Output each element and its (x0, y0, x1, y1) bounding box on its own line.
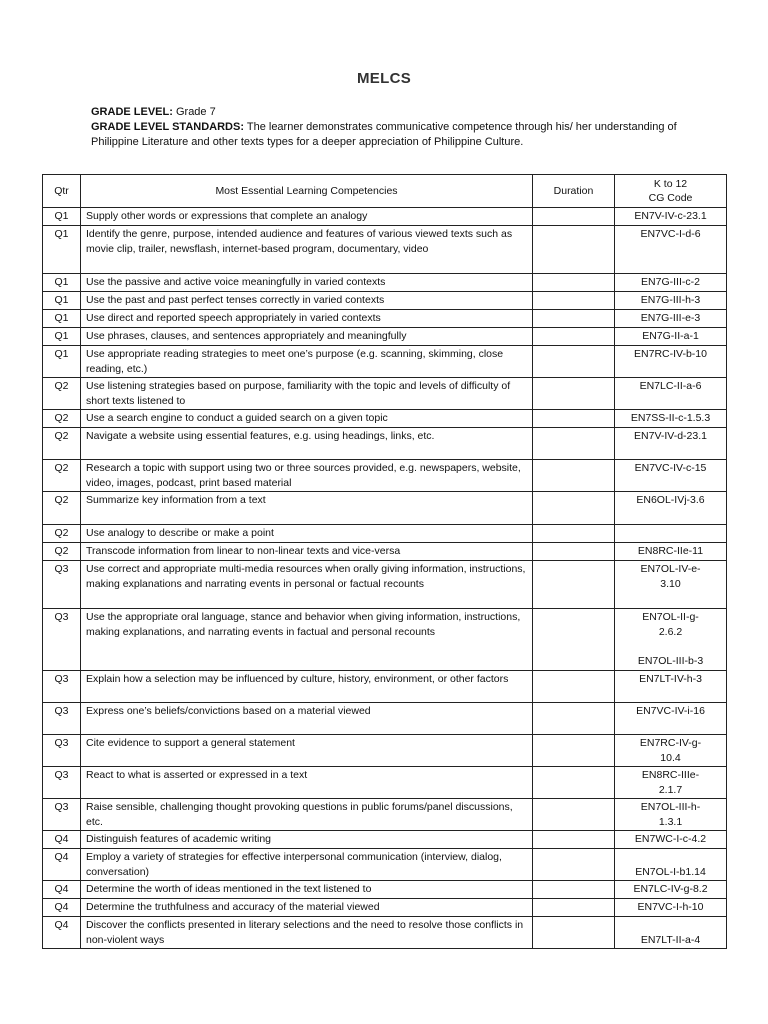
competency-cell: Use the appropriate oral language, stance and behavior when giving information, instructions, making explanations, and narrating events in factual and personal recounts (81, 609, 533, 671)
quarter-cell: Q3 (43, 767, 81, 799)
table-row (43, 460, 727, 492)
table-row (43, 881, 727, 899)
duration-cell (533, 460, 615, 492)
quarter-cell: Q3 (43, 609, 81, 671)
competency-cell: Use the passive and active voice meaningfully in varied contexts (81, 274, 533, 292)
cg-code-text: 1.3.1 (658, 815, 683, 828)
duration-cell (533, 543, 615, 561)
standards-line (91, 120, 681, 150)
competency-cell: Determine the truthfulness and accuracy of the material viewed (81, 899, 533, 917)
cg-code-text (620, 639, 721, 654)
table-row (43, 378, 727, 410)
cg-code-cell (615, 292, 727, 310)
table-header-row (43, 175, 727, 208)
table-row (43, 492, 727, 525)
cg-code-cell (615, 460, 727, 492)
quarter-cell: Q2 (43, 543, 81, 561)
table-row (43, 917, 727, 949)
duration-cell (533, 609, 615, 671)
duration-cell (533, 226, 615, 274)
header-duration: Duration (533, 175, 615, 208)
cg-code-text (620, 526, 721, 541)
duration-cell (533, 735, 615, 767)
cg-code-cell (615, 492, 727, 525)
competency-cell: Use a search engine to conduct a guided search on a given topic (81, 410, 533, 428)
table-row (43, 226, 727, 274)
competency-cell: Supply other words or expressions that complete an analogy (81, 208, 533, 226)
header-cg-code (615, 175, 727, 208)
cg-code-text: EN8RC-IIIe- (641, 769, 700, 781)
header-competency: Most Essential Learning Competencies (81, 175, 533, 208)
table-row (43, 208, 727, 226)
table-row (43, 735, 727, 767)
table-row (43, 671, 727, 703)
competency-cell: Explain how a selection may be influenced by culture, history, environment, or other factors (81, 671, 533, 703)
cg-code-cell (615, 346, 727, 378)
competency-cell: Use correct and appropriate multi-media resources when orally giving information, instructions, making explanations and narrating events in personal or factual recounts (81, 561, 533, 609)
quarter-cell: Q1 (43, 292, 81, 310)
cg-code-cell (615, 703, 727, 735)
standards-text: The learner demonstrates communicative competence through his/ her understanding of Philippine Literature and other texts types for a deeper appreciation of Philippine Culture. (91, 121, 677, 148)
cg-code-text: EN7RC-IV-g- (639, 737, 702, 749)
cg-code-cell (615, 410, 727, 428)
cg-code-text: EN7SS-II-c-1.5.3 (630, 412, 711, 424)
duration-cell (533, 274, 615, 292)
header-cg-code-line1: K to 12 (653, 177, 688, 190)
cg-code-text: 10.4 (660, 751, 681, 764)
quarter-cell: Q3 (43, 735, 81, 767)
cg-code-cell (615, 428, 727, 460)
duration-cell (533, 767, 615, 799)
header-cg-code-line2: CG Code (648, 192, 693, 204)
quarter-cell: Q3 (43, 561, 81, 609)
quarter-cell: Q2 (43, 378, 81, 410)
grade-level-label: GRADE LEVEL: (91, 106, 173, 118)
competency-cell: Use direct and reported speech appropriately in varied contexts (81, 310, 533, 328)
quarter-cell: Q2 (43, 525, 81, 543)
table-row (43, 899, 727, 917)
table-row (43, 543, 727, 561)
cg-code-cell (615, 849, 727, 881)
cg-code-cell (615, 609, 727, 671)
quarter-cell: Q4 (43, 899, 81, 917)
table-row (43, 346, 727, 378)
cg-code-cell (615, 328, 727, 346)
cg-code-cell (615, 208, 727, 226)
quarter-cell: Q4 (43, 881, 81, 899)
competency-cell: Cite evidence to support a general statement (81, 735, 533, 767)
competencies-table (42, 174, 727, 949)
duration-cell (533, 310, 615, 328)
cg-code-cell (615, 378, 727, 410)
table-row (43, 292, 727, 310)
competency-cell: Summarize key information from a text (81, 492, 533, 525)
cg-code-cell (615, 561, 727, 609)
table-row (43, 849, 727, 881)
duration-cell (533, 328, 615, 346)
cg-code-cell (615, 735, 727, 767)
cg-code-text: EN6OL-IVj-3.6 (636, 494, 705, 506)
cg-code-text: EN7VC-IV-c-15 (634, 462, 707, 474)
table-row (43, 831, 727, 849)
table-row (43, 328, 727, 346)
cg-code-cell (615, 671, 727, 703)
quarter-cell: Q2 (43, 492, 81, 525)
duration-cell (533, 799, 615, 831)
competency-cell: Discover the conflicts presented in literary selections and the need to resolve those conflicts in non-violent ways (81, 917, 533, 949)
quarter-cell: Q2 (43, 410, 81, 428)
duration-cell (533, 671, 615, 703)
duration-cell (533, 917, 615, 949)
duration-cell (533, 703, 615, 735)
cg-code-text: EN7LT-II-a-4 (640, 933, 701, 946)
cg-code-text: EN7G-III-h-3 (640, 294, 701, 306)
cg-code-text: EN7OL-IV-e- (640, 563, 701, 575)
quarter-cell: Q1 (43, 226, 81, 274)
quarter-cell: Q4 (43, 849, 81, 881)
cg-code-text: EN8RC-IIe-11 (637, 545, 704, 557)
quarter-cell: Q1 (43, 346, 81, 378)
duration-cell (533, 378, 615, 410)
table-body (43, 208, 727, 949)
cg-code-text: EN7LT-IV-h-3 (639, 673, 702, 685)
quarter-cell: Q3 (43, 671, 81, 703)
cg-code-text: 2.1.7 (658, 783, 683, 796)
quarter-cell: Q3 (43, 703, 81, 735)
competency-cell: Use the past and past perfect tenses correctly in varied contexts (81, 292, 533, 310)
cg-code-text: EN7G-II-a-1 (642, 330, 699, 342)
cg-code-cell (615, 899, 727, 917)
duration-cell (533, 831, 615, 849)
cg-code-text: EN7OL-III-b-3 (637, 654, 704, 667)
cg-code-cell (615, 831, 727, 849)
table-row (43, 767, 727, 799)
table-row (43, 525, 727, 543)
grade-level-line (91, 105, 681, 120)
competency-cell: Raise sensible, challenging thought provoking questions in public forums/panel discussions, etc. (81, 799, 533, 831)
cg-code-text: EN7VC-I-h-10 (637, 901, 704, 913)
cg-code-text: EN7WC-I-c-4.2 (634, 833, 707, 845)
table-row (43, 799, 727, 831)
competency-cell: Navigate a website using essential features, e.g. using headings, links, etc. (81, 428, 533, 460)
cg-code-text: EN7OL-III-h- (640, 801, 701, 813)
cg-code-text: EN7OL-I-b1.14 (635, 865, 706, 878)
cg-code-cell (615, 881, 727, 899)
table-row (43, 609, 727, 671)
competency-cell: Identify the genre, purpose, intended audience and features of various viewed texts such as movie clip, trailer, newsflash, internet-based program, documentary, video (81, 226, 533, 274)
cg-code-text: EN7V-IV-d-23.1 (634, 430, 707, 442)
cg-code-text: EN7VC-I-d-6 (640, 228, 701, 240)
competency-cell: Use analogy to describe or make a point (81, 525, 533, 543)
cg-code-cell (615, 799, 727, 831)
table-row (43, 274, 727, 292)
cg-code-cell (615, 917, 727, 949)
grade-info (91, 105, 681, 150)
cg-code-cell (615, 543, 727, 561)
cg-code-text (620, 850, 721, 865)
cg-code-cell (615, 525, 727, 543)
quarter-cell: Q3 (43, 799, 81, 831)
duration-cell (533, 899, 615, 917)
quarter-cell: Q1 (43, 328, 81, 346)
table-row (43, 703, 727, 735)
cg-code-cell (615, 274, 727, 292)
quarter-cell: Q2 (43, 428, 81, 460)
competency-cell: Employ a variety of strategies for effective interpersonal communication (interview, dialog, conversation) (81, 849, 533, 881)
competency-cell: Distinguish features of academic writing (81, 831, 533, 849)
duration-cell (533, 881, 615, 899)
cg-code-text: EN7V-IV-c-23.1 (634, 210, 707, 222)
duration-cell (533, 292, 615, 310)
cg-code-text: EN7LC-II-a-6 (639, 380, 702, 392)
table-row (43, 410, 727, 428)
header-qtr: Qtr (43, 175, 81, 208)
cg-code-text: EN7OL-II-g- (642, 611, 699, 623)
quarter-cell: Q1 (43, 310, 81, 328)
cg-code-text: EN7G-III-e-3 (640, 312, 701, 324)
table-row (43, 561, 727, 609)
quarter-cell: Q4 (43, 917, 81, 949)
duration-cell (533, 346, 615, 378)
competency-cell: Research a topic with support using two or three sources provided, e.g. newspapers, website, video, images, podcast, print based material (81, 460, 533, 492)
competency-cell: Express one’s beliefs/convictions based on a material viewed (81, 703, 533, 735)
duration-cell (533, 428, 615, 460)
duration-cell (533, 208, 615, 226)
cg-code-text: 3.10 (660, 577, 681, 590)
quarter-cell: Q1 (43, 274, 81, 292)
cg-code-cell (615, 226, 727, 274)
duration-cell (533, 492, 615, 525)
cg-code-text: EN7VC-IV-i-16 (636, 705, 705, 717)
cg-code-text: EN7RC-IV-b-10 (634, 348, 707, 360)
standards-label: GRADE LEVEL STANDARDS: (91, 121, 244, 133)
quarter-cell: Q1 (43, 208, 81, 226)
quarter-cell: Q2 (43, 460, 81, 492)
table-row (43, 310, 727, 328)
cg-code-text: EN7LC-IV-g-8.2 (633, 883, 708, 895)
cg-code-text: EN7G-III-c-2 (641, 276, 700, 288)
competency-cell: Use appropriate reading strategies to meet one’s purpose (e.g. scanning, skimming, close reading, etc.) (81, 346, 533, 378)
duration-cell (533, 410, 615, 428)
table-row (43, 428, 727, 460)
document-title: MELCS (357, 70, 411, 87)
competency-cell: Use listening strategies based on purpose, familiarity with the topic and levels of difficulty of short texts listened to (81, 378, 533, 410)
cg-code-text: 2.6.2 (658, 625, 683, 638)
quarter-cell: Q4 (43, 831, 81, 849)
duration-cell (533, 561, 615, 609)
duration-cell (533, 525, 615, 543)
cg-code-cell (615, 310, 727, 328)
grade-level-value: Grade 7 (175, 106, 216, 118)
cg-code-cell (615, 767, 727, 799)
competency-cell: Use phrases, clauses, and sentences appropriately and meaningfully (81, 328, 533, 346)
cg-code-text (620, 918, 721, 933)
duration-cell (533, 849, 615, 881)
competency-cell: React to what is asserted or expressed in a text (81, 767, 533, 799)
competency-cell: Transcode information from linear to non-linear texts and vice-versa (81, 543, 533, 561)
competency-cell: Determine the worth of ideas mentioned in the text listened to (81, 881, 533, 899)
